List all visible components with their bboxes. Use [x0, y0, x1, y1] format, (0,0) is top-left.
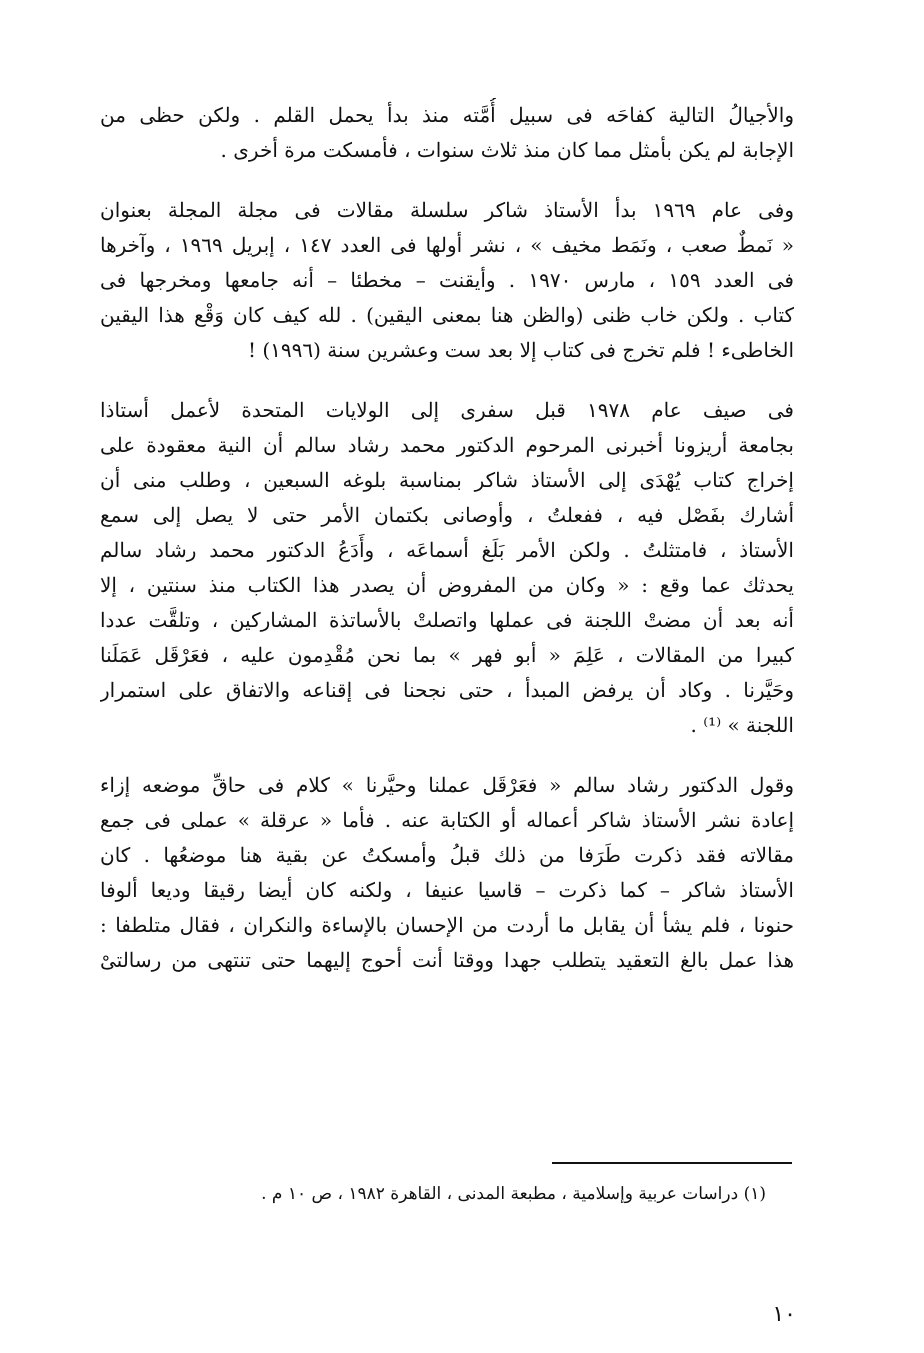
text-line: كبيرا من المقالات ، عَلِمَ « أبو فهر » بما نحن مُقْدِمون عليه ، فعَرْقَل عَمَلَنا: [100, 643, 794, 667]
text-line: كتاب . ولكن خاب ظنى (والظن هنا بمعنى اليقين) . لله كيف كان وَقْع هذا اليقين: [100, 303, 794, 327]
text-line: هذا عمل بالغ التعقيد يتطلب جهدا ووقتا أنت أحوج إليهما حتى تنتهى من رسالتىْ: [100, 948, 794, 972]
text-line: والأجيالُ التالية كفاحَه فى سبيل أُمَّته منذ بدأ يحمل القلم . ولكن حظى من: [100, 103, 794, 127]
footnote: (١) دراسات عربية وإسلامية ، مطبعة المدنى ، القاهرة ١٩٨٢ ، ص ١٠ م .: [261, 1184, 766, 1204]
text-line: وقول الدكتور رشاد سالم « فعَرْقَل عملنا وحيَّرنا » كلام فى حاقِّ موضعه إزاء: [100, 773, 794, 797]
text-line: الخاطىء ! فلم تخرج فى كتاب إلا بعد ست وعشرين سنة (١٩٩٦) !: [247, 338, 794, 362]
text-line: أشارك بفَصْل فيه ، ففعلتُ ، وأوصانى بكتمان الأمر حتى لا يصل إلى سمع: [100, 503, 794, 527]
paragraph-4: [100, 768, 794, 978]
text-line: فى العدد ١٥٩ ، مارس ١٩٧٠ . وأيقنت – مخطئا – أنه جامعها ومخرجها فى: [100, 268, 794, 292]
paragraph-3: [100, 393, 794, 743]
text-line: اللجنة » ⁽¹⁾ .: [690, 713, 794, 737]
text-line: إخراج كتاب يُهْدَى إلى الأستاذ شاكر بمناسبة بلوغه السبعين ، وطلب منى أن: [100, 468, 794, 492]
text-line: الأستاذ شاكر – كما ذكرت – قاسيا عنيفا ، ولكنه كان أيضا رقيقا وديعا ألوفا: [100, 878, 794, 902]
text-line: وفى عام ١٩٦٩ بدأ الأستاذ شاكر سلسلة مقالات فى مجلة المجلة بعنوان: [100, 198, 794, 222]
text-line: حنونا ، فلم يشأ أن يقابل ما أردت من الإحسان بالإساءة والنكران ، فقال متلطفا :: [100, 913, 794, 937]
text-line: الإجابة لم يكن بأمثل مما كان منذ ثلاث سنوات ، فأمسكت مرة أخرى .: [220, 138, 794, 162]
paragraph-2: [100, 193, 794, 368]
text-line: « نَمطٌ صعب ، ونَمَط مخيف » ، نشر أولها فى العدد ١٤٧ ، إبريل ١٩٦٩ ، وآخرها: [100, 233, 794, 257]
text-line: بجامعة أريزونا أخبرنى المرحوم الدكتور محمد رشاد سالم أن النية معقودة على: [100, 433, 794, 457]
text-line: فى صيف عام ١٩٧٨ قبل سفرى إلى الولايات المتحدة لأعمل أستاذا: [100, 398, 794, 422]
main-text: [100, 98, 794, 1003]
text-line: وحَيَّرنا . وكاد أن يرفض المبدأ ، حتى نجحنا فى إقناعه والاتفاق على استمرار: [100, 678, 794, 702]
text-line: يحدثك عما وقع : « وكان من المفروض أن يصدر هذا الكتاب منذ سنتين ، إلا: [100, 573, 794, 597]
text-line: مقالاته فقد ذكرت طَرَفا من ذلك قبلُ وأمسكتُ عن بقية هنا موضعُها . كان: [100, 843, 794, 867]
footnote-divider: [552, 1162, 792, 1164]
paragraph-1: [100, 98, 794, 168]
text-line: الأستاذ ، فامتثلتُ . ولكن الأمر بَلَغ أسماعَه ، وأَدَعُ الدكتور محمد رشاد سالم: [100, 538, 794, 562]
text-line: إعادة نشر الأستاذ شاكر أعماله أو الكتابة عنه . فأما « عرقلة » عملى فى جمع: [100, 808, 794, 832]
page-number: ١٠: [772, 1302, 796, 1327]
text-line: أنه بعد أن مضتْ اللجنة فى عملها واتصلتْ بالأساتذة المشاركين ، وتلقَّت عددا: [100, 608, 794, 632]
